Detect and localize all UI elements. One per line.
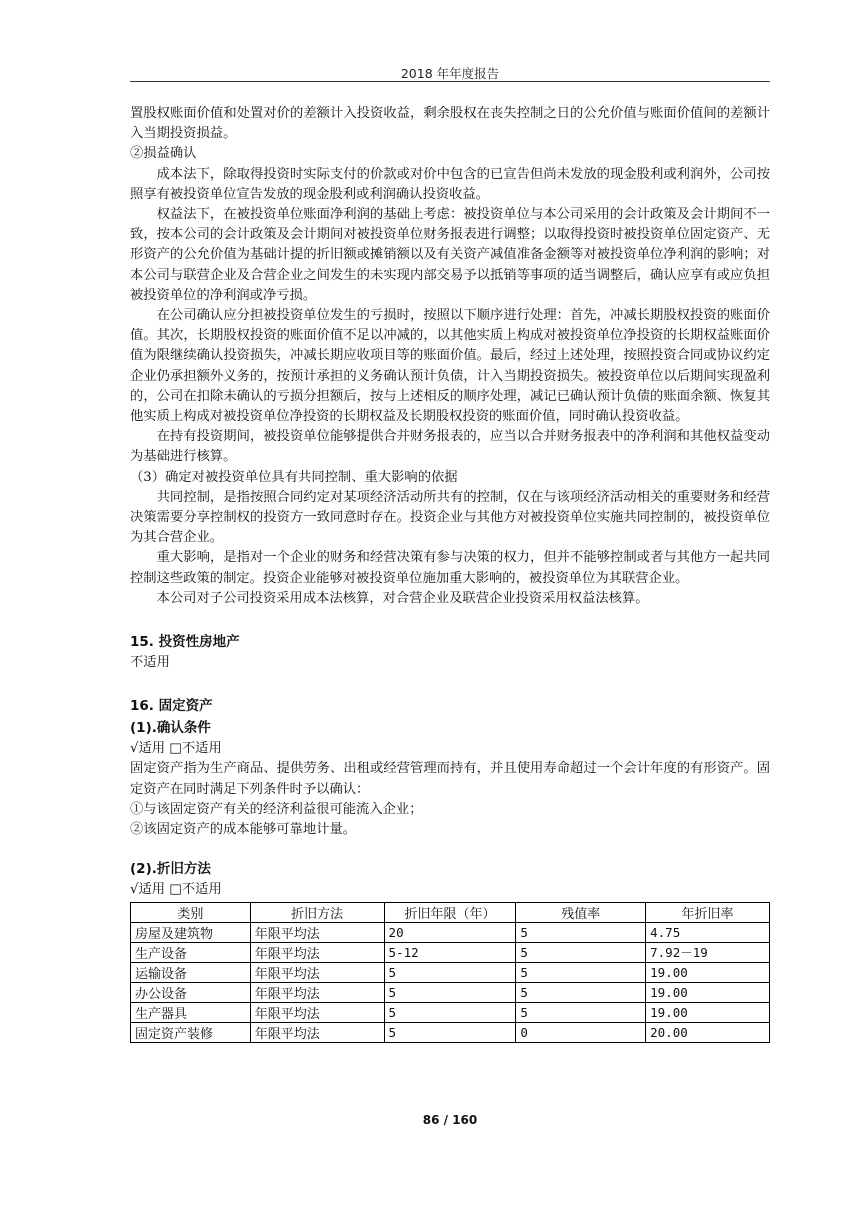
cell-method: 年限平均法 (250, 1002, 384, 1022)
cell-residual-rate: 5 (516, 1002, 646, 1022)
header-divider (130, 81, 770, 82)
paragraph-significant-influence: 重大影响，是指对一个企业的财务和经营决策有参与决策的权力，但并不能够控制或者与其他方一起共同控制这些政策的制定。投资企业能够对被投资单位施加重大影响的，被投资单位为其联营企业。 (130, 550, 770, 586)
cell-annual-rate: 4.75 (646, 922, 770, 942)
section-gap (130, 840, 770, 858)
cell-annual-rate: 7.92－19 (646, 942, 770, 962)
cell-category: 固定资产装修 (131, 1022, 251, 1042)
cell-category: 运输设备 (131, 962, 251, 982)
section-15-text: 不适用 (130, 655, 170, 671)
cell-method: 年限平均法 (250, 922, 384, 942)
header-residual-rate: 残值率 (516, 902, 646, 922)
cell-useful-life: 5 (384, 1002, 516, 1022)
cell-residual-rate: 5 (516, 962, 646, 982)
paragraph-cost-method: 成本法下，除取得投资时实际支付的价款或对价中包含的已宣告但尚未发放的现金股利或利润外，公司按照享有被投资单位宣告发放的现金股利或利润确认投资收益。 (130, 166, 770, 202)
condition-item-1: ①与该固定资产有关的经济利益很可能流入企业； (130, 801, 423, 817)
paragraph-consolidated-statements: 在持有投资期间，被投资单位能够提供合并财务报表的，应当以合并财务报表中的净利润和其他权益变动为基础进行核算。 (130, 429, 770, 465)
cell-residual-rate: 5 (516, 922, 646, 942)
subsection-depreciation-heading: (2).折旧方法 (130, 861, 211, 878)
cell-annual-rate: 19.00 (646, 962, 770, 982)
cell-useful-life: 5-12 (384, 942, 516, 962)
table-header-row (131, 902, 770, 922)
cell-useful-life: 5 (384, 962, 516, 982)
header-useful-life: 折旧年限（年） (384, 902, 516, 922)
cell-method: 年限平均法 (250, 962, 384, 982)
table-row (131, 1022, 770, 1042)
cell-method: 年限平均法 (250, 982, 384, 1002)
section-gap (130, 609, 770, 631)
section-gap (130, 673, 770, 695)
cell-useful-life: 5 (384, 1022, 516, 1042)
header-method: 折旧方法 (250, 902, 384, 922)
paragraph-loss-sharing: 在公司确认应分担被投资单位发生的亏损时，按照以下顺序进行处理：首先，冲减长期股权投资的账面价值。其次，长期股权投资的账面价值不足以冲减的，以其他实质上构成对被投资单位净投资的长期权益账面价值为限继续确认投资损失，冲减长期应收项目等的账面价值。最后，经过上述处理，按照投资合同或协议约定企业仍承担额外义务的，按预计承担的义务确认预计负债，计入当期投资损失。被投资单位以后期间实现盈利的，公司在扣除未确认的亏损分担额后，按与上述相反的顺序处理，减记已确认预计负债的账面余额、恢复其他实质上构成对被投资单位净投资的长期权益及长期股权投资的账面价值，同时确认投资收益。 (130, 308, 770, 425)
cell-category: 生产设备 (131, 942, 251, 962)
table-row (131, 982, 770, 1002)
depreciation-table (130, 902, 770, 1043)
cell-annual-rate: 19.00 (646, 982, 770, 1002)
section-15-heading: 15. 投资性房地产 (130, 634, 240, 651)
paragraph-accounting-summary: 本公司对子公司投资采用成本法核算，对合营企业及联营企业投资采用权益法核算。 (156, 590, 649, 606)
header-category: 类别 (131, 902, 251, 922)
cell-annual-rate: 20.00 (646, 1022, 770, 1042)
cell-category: 办公设备 (131, 982, 251, 1002)
subsection-recognition-heading: (1).确认条件 (130, 720, 211, 737)
table-row (131, 1002, 770, 1022)
header-annual-rate: 年折旧率 (646, 902, 770, 922)
paragraph-disposal-continued: 置股权账面价值和处置对价的差额计入投资收益，剩余股权在丧失控制之日的公允价值与账面价值间的差额计入当期投资损益。 (130, 106, 770, 142)
cell-residual-rate: 0 (516, 1022, 646, 1042)
page-header-title: 2018 年年度报告 (400, 66, 500, 81)
cell-method: 年限平均法 (250, 1022, 384, 1042)
applicability-checkbox-line: √适用 □不适用 (130, 882, 222, 898)
page-number: 86 / 160 (422, 1113, 478, 1127)
cell-annual-rate: 19.00 (646, 1002, 770, 1022)
cell-residual-rate: 5 (516, 942, 646, 962)
table-row (131, 942, 770, 962)
paragraph-fixed-asset-definition: 固定资产指为生产商品、提供劳务、出租或经营管理而持有，并且使用寿命超过一个会计年度的有形资产。固定资产在同时满足下列条件时予以确认： (130, 761, 770, 797)
cell-useful-life: 5 (384, 982, 516, 1002)
table-row (131, 962, 770, 982)
applicability-checkbox-line: √适用 □不适用 (130, 741, 222, 757)
subheading-profit-loss-recognition: ②损益确认 (130, 146, 197, 162)
paragraph-equity-method: 权益法下，在被投资单位账面净利润的基础上考虑：被投资单位与本公司采用的会计政策及会计期间不一致，按本公司的会计政策及会计期间对被投资单位财务报表进行调整；以取得投资时被投资单位固定资产、无形资产的公允价值为基础计提的折旧额或摊销额以及有关资产减值准备金额等对被投资单位净利润的影响；对本公司与联营企业及合营企业之间发生的未实现内部交易予以抵销等事项的适当调整后，确认应享有或应负担被投资单位的净利润或净亏损。 (130, 207, 770, 303)
cell-method: 年限平均法 (250, 942, 384, 962)
table-row (131, 922, 770, 942)
cell-residual-rate: 5 (516, 982, 646, 1002)
page-content (130, 104, 770, 1043)
paragraph-joint-control: 共同控制，是指按照合同约定对某项经济活动所共有的控制，仅在与该项经济活动相关的重要财务和经营决策需要分享控制权的投资方一致同意时存在。投资企业与其他方对被投资单位实施共同控制的，被投资单位为其合营企业。 (130, 489, 770, 546)
condition-item-2: ②该固定资产的成本能够可靠地计量。 (130, 822, 357, 838)
subheading-joint-control-basis: （3）确定对被投资单位具有共同控制、重大影响的依据 (130, 469, 458, 485)
section-16-heading: 16. 固定资产 (130, 698, 213, 715)
cell-useful-life: 20 (384, 922, 516, 942)
cell-category: 房屋及建筑物 (131, 922, 251, 942)
cell-category: 生产器具 (131, 1002, 251, 1022)
